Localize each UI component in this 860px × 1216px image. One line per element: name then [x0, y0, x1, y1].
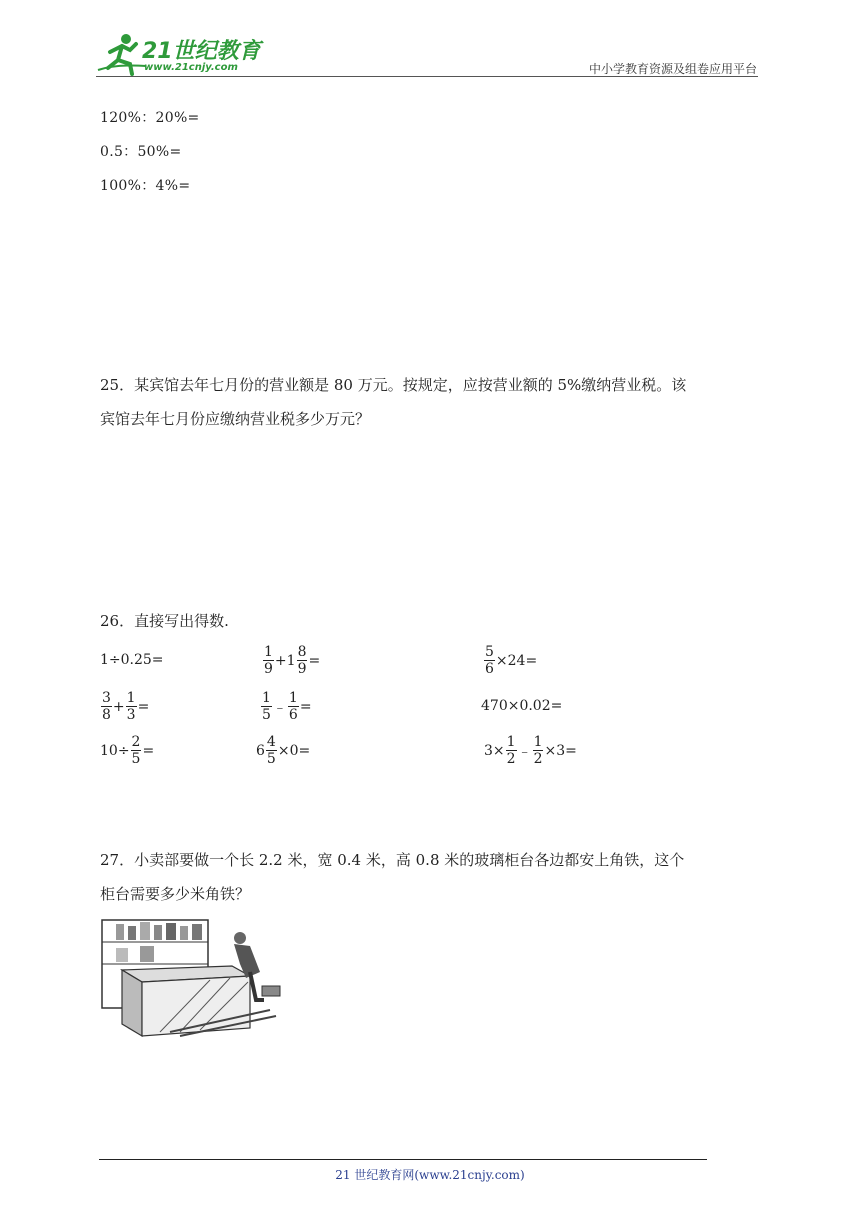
numerator: 8 [297, 644, 307, 660]
denominator: 2 [506, 751, 516, 767]
numerator: 1 [533, 734, 543, 750]
numerator: 1 [264, 644, 273, 660]
expression-rest: ×0= [277, 742, 311, 759]
denominator: 5 [131, 751, 141, 767]
runner-logo-icon [96, 30, 148, 76]
ratio-line-1: 120%：20%= [100, 110, 200, 126]
question-27-line-2: 柜台需要多少米角铁？ [100, 885, 251, 903]
q26-r2c1 [100, 690, 149, 723]
question-27 [100, 843, 760, 911]
q26-r3c2 [256, 734, 310, 767]
question-26-title: 26．直接写出得数. [100, 612, 229, 630]
q26-r1c3 [483, 644, 537, 677]
numerator: 2 [131, 734, 141, 750]
operator: +1 [274, 652, 296, 669]
logo-title: 21世纪教育 [142, 39, 261, 64]
numerator: 1 [126, 690, 136, 706]
denominator: 5 [262, 707, 271, 723]
expression-rest: ×3= [544, 742, 577, 759]
operator: ﹣ [517, 743, 532, 760]
question-25-line-2: 宾馆去年七月份应缴纳营业税多少万元？ [100, 410, 371, 428]
logo-url: www.21cnjy.com [144, 62, 238, 73]
shop-counter-illustration [100, 912, 284, 1038]
denominator: 8 [102, 707, 111, 723]
q26-r3c3 [484, 734, 577, 767]
question-25 [100, 368, 760, 436]
numerator: 3 [102, 690, 111, 706]
equals: = [299, 698, 312, 715]
ratio-line-2: 0.5：50%= [100, 144, 182, 160]
header-logo [96, 30, 266, 76]
numerator: 1 [262, 690, 271, 706]
denominator: 6 [288, 707, 298, 723]
operator: ﹣ [272, 699, 287, 716]
header-tagline: 中小学教育资源及组卷应用平台 [588, 62, 757, 76]
denominator: 6 [485, 661, 494, 677]
q26-r1c2 [262, 644, 320, 677]
numerator: 1 [288, 690, 298, 706]
denominator: 2 [533, 751, 543, 767]
numerator: 5 [485, 644, 494, 660]
denominator: 9 [297, 661, 307, 677]
expression-prefix: 3× [484, 742, 505, 759]
operator: + [112, 698, 125, 715]
whole-part: 6 [256, 742, 265, 759]
denominator: 5 [266, 751, 276, 767]
expression-rest: ×24= [495, 652, 538, 669]
question-27-line-1: 27．小卖部要做一个长 2.2 米，宽 0.4 米，高 0.8 米的玻璃柜台各边都安上角铁，这个 [100, 851, 685, 869]
q26-r3c1 [100, 734, 154, 767]
q26-r2c3: 470×0.02= [481, 698, 563, 714]
q26-r2c2 [260, 690, 312, 723]
denominator: 3 [126, 707, 136, 723]
ratio-line-3: 100%：4%= [100, 178, 191, 194]
denominator: 9 [264, 661, 273, 677]
q26-r1c1: 1÷0.25= [100, 652, 164, 668]
expression-prefix: 10÷ [100, 742, 130, 759]
footer-text: 21 世纪教育网(www.21cnjy.com) [335, 1168, 525, 1182]
question-25-line-1: 25．某宾馆去年七月份的营业额是 80 万元。按规定，应按营业额的 5%缴纳营业税。该 [100, 376, 687, 394]
equals: = [142, 742, 155, 759]
header-rule [96, 76, 758, 77]
equals: = [137, 698, 150, 715]
numerator: 4 [266, 734, 276, 750]
equals: = [308, 652, 321, 669]
footer-rule [99, 1159, 707, 1160]
numerator: 1 [506, 734, 516, 750]
